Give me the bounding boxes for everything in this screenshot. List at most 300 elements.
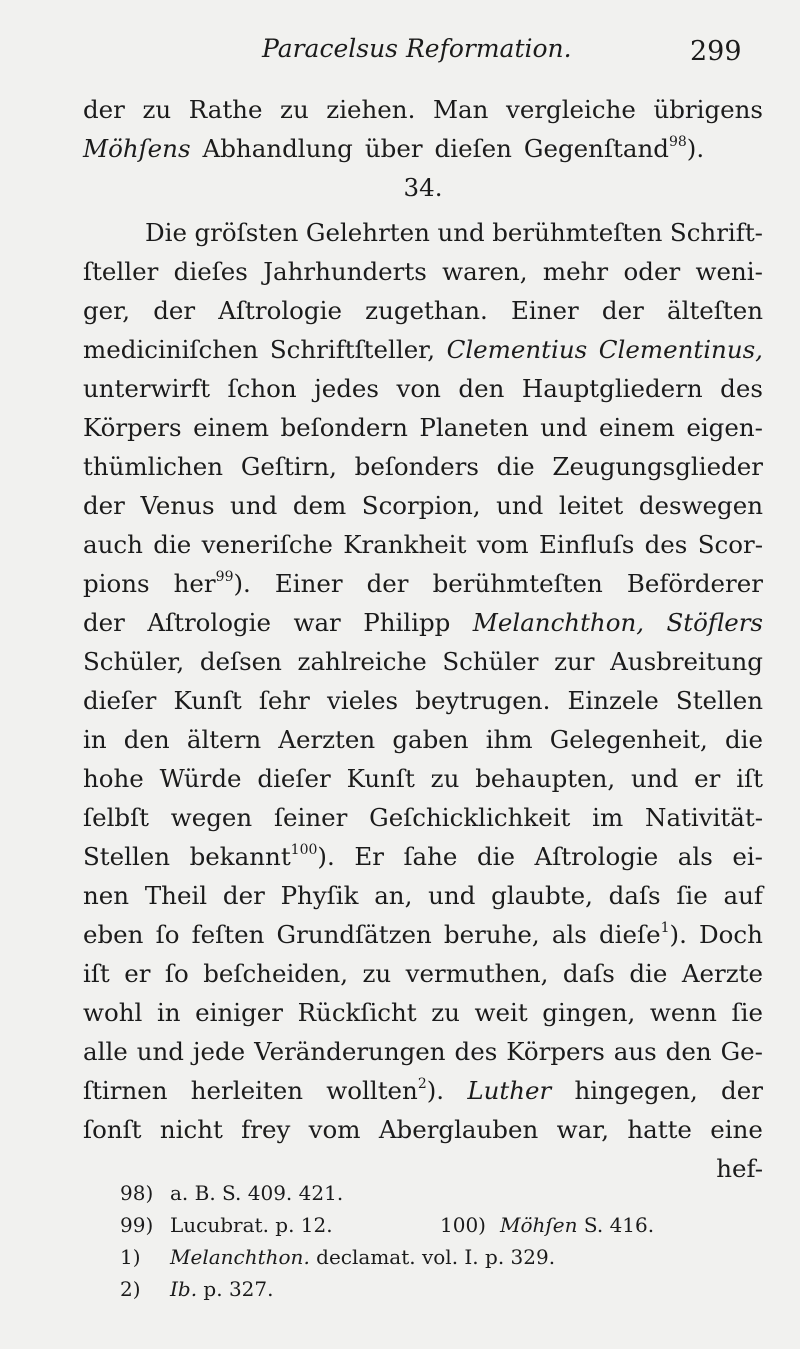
word-group	[404, 168, 443, 207]
word: beytrugen.	[415, 686, 551, 715]
word-group	[477, 837, 515, 876]
word: Planeten	[419, 413, 529, 442]
word: in	[156, 998, 181, 1027]
word: Gelegenheit,	[549, 725, 708, 754]
footnotes	[120, 1177, 720, 1305]
word-group	[293, 486, 346, 525]
word-group	[218, 291, 342, 330]
word-group	[491, 876, 593, 915]
word: Stellen	[675, 686, 763, 715]
word: ſonſt	[83, 1115, 142, 1144]
italic-word: Luther	[467, 1076, 552, 1105]
word-group	[367, 564, 409, 603]
word: ).	[669, 920, 687, 949]
word: dieſer	[83, 686, 157, 715]
word: ſie	[676, 881, 708, 910]
text-line	[83, 330, 763, 369]
word-group	[274, 798, 347, 837]
footnote	[120, 1209, 720, 1241]
word-group	[492, 213, 662, 252]
word: über	[364, 134, 423, 163]
word: der	[83, 95, 125, 124]
word-group	[624, 252, 681, 291]
word: vermuthen,	[405, 959, 549, 988]
word: war	[293, 608, 341, 637]
word-group	[650, 993, 717, 1032]
word: Rathe	[188, 95, 263, 124]
word: Geſtirn,	[240, 452, 337, 481]
word: Kunſt	[173, 686, 242, 715]
word: beruhe,	[443, 920, 540, 949]
word-group	[506, 1032, 605, 1071]
word: einem	[598, 413, 675, 442]
word: mediciniſchen	[83, 335, 259, 364]
footnote-number: 99)	[120, 1213, 154, 1237]
word: Aerzten	[278, 725, 376, 754]
word: zu	[280, 95, 309, 124]
footnote-text	[170, 1177, 343, 1209]
word-group	[145, 876, 207, 915]
word: wollten	[326, 1076, 418, 1105]
text-line	[83, 486, 763, 525]
word-group	[83, 90, 125, 129]
text-line	[83, 252, 763, 291]
word-group	[257, 759, 330, 798]
word-group	[721, 1032, 763, 1071]
word-group	[627, 564, 763, 603]
word-group	[83, 681, 156, 720]
text-line	[83, 642, 763, 681]
word-group	[721, 1071, 763, 1110]
word: Rückſicht	[297, 998, 417, 1027]
word-group	[379, 1110, 538, 1149]
word-group	[557, 1110, 609, 1149]
word: Stellen	[83, 842, 171, 871]
word: zu	[431, 998, 460, 1027]
word-group	[83, 291, 130, 330]
footnote-text	[170, 1241, 555, 1273]
word: an,	[374, 881, 413, 910]
word: Scorpion,	[361, 491, 481, 520]
word-group	[194, 213, 298, 252]
word: Schrift-	[669, 218, 763, 247]
text-line	[83, 798, 763, 837]
word: Philipp	[363, 608, 451, 637]
word: ).	[317, 842, 335, 871]
word: den	[123, 725, 170, 754]
word-group	[506, 90, 636, 129]
footnote-text	[170, 1273, 273, 1305]
word-group	[241, 1110, 290, 1149]
word-group	[467, 1071, 551, 1110]
word: der	[83, 608, 125, 637]
word: die	[496, 452, 535, 481]
word-group	[293, 603, 340, 642]
word-group	[83, 720, 107, 759]
word-group	[192, 915, 265, 954]
footnote-marker: 1	[660, 919, 670, 936]
word: Scor-	[697, 530, 763, 559]
word: dieſe	[599, 920, 661, 949]
text-line	[83, 213, 763, 252]
italic-word: Stöflers	[666, 608, 763, 637]
word-group	[444, 915, 540, 954]
word: hatte	[627, 1115, 692, 1144]
word-group	[83, 369, 210, 408]
word-group	[355, 447, 479, 486]
word-group	[147, 603, 271, 642]
word: pions	[83, 569, 150, 598]
word-group	[670, 213, 763, 252]
word: hef-	[716, 1154, 763, 1183]
word: Schüler	[442, 647, 539, 676]
word-group	[83, 129, 191, 168]
word: Veränderungen	[254, 1037, 446, 1066]
word: zu	[142, 95, 172, 124]
word: beſondern	[280, 413, 408, 442]
word: ſehr	[258, 686, 310, 715]
word-group	[433, 564, 603, 603]
word: ſchon	[227, 374, 297, 403]
word-group	[314, 369, 379, 408]
italic-word: Melanchthon,	[472, 608, 645, 637]
word-group	[511, 291, 579, 330]
word: des	[720, 374, 763, 403]
word: zur	[554, 647, 595, 676]
word: wenn	[649, 998, 717, 1027]
word: thümlichen	[83, 452, 224, 481]
word: ſahe	[403, 842, 458, 871]
word: die	[629, 959, 668, 988]
word: beſonders	[354, 452, 479, 481]
word: Kunſt	[346, 764, 415, 793]
word: Gegenſtand	[523, 134, 669, 163]
word: zu	[430, 764, 460, 793]
word: gaben	[392, 725, 469, 754]
word-group	[83, 642, 184, 681]
word-group	[187, 720, 261, 759]
word-group	[263, 252, 427, 291]
word: der	[366, 569, 409, 598]
word-group	[298, 993, 417, 1032]
word: zu	[362, 959, 392, 988]
word-group	[433, 90, 488, 129]
word: ziehen.	[326, 95, 416, 124]
word-group	[228, 369, 297, 408]
word-group	[645, 798, 763, 837]
word-group	[241, 447, 337, 486]
word-group	[666, 1032, 712, 1071]
word-group	[678, 837, 713, 876]
word-group	[174, 252, 248, 291]
word: und	[136, 1037, 184, 1066]
word: zahlreiche	[297, 647, 427, 676]
word: älteſten	[667, 296, 763, 325]
word-group	[124, 954, 150, 993]
word-group	[156, 915, 180, 954]
word-group	[189, 90, 263, 129]
text-line	[83, 915, 763, 954]
word: Schriftſteller,	[269, 335, 435, 364]
word-group	[627, 1110, 692, 1149]
word-group	[609, 876, 661, 915]
word: übrigens	[653, 95, 763, 124]
word: Er	[354, 842, 384, 871]
word: von	[396, 374, 441, 403]
word-group	[347, 759, 415, 798]
word-group	[435, 129, 512, 168]
word: und	[428, 881, 476, 910]
word-group	[696, 252, 763, 291]
word: gingen,	[542, 998, 636, 1027]
word: Die	[145, 218, 187, 247]
word: mehr	[542, 257, 609, 286]
word: vergleiche	[505, 95, 636, 124]
word-group	[363, 954, 392, 993]
text-line	[83, 408, 763, 447]
word: unterwirft	[83, 374, 211, 403]
word: her	[173, 569, 216, 598]
word: weit	[474, 998, 528, 1027]
word: ger,	[83, 296, 130, 325]
word: eben	[83, 920, 144, 949]
word: die	[153, 530, 192, 559]
word-group	[259, 681, 310, 720]
word-group	[153, 291, 195, 330]
word: p. 327.	[197, 1277, 274, 1301]
word: oder	[623, 257, 681, 286]
word-group	[639, 486, 763, 525]
word-group	[280, 90, 309, 129]
word: Aſtrologie	[534, 842, 659, 871]
text-line	[83, 1110, 763, 1149]
word-group	[142, 90, 171, 129]
text-line	[83, 168, 763, 207]
word-group	[610, 642, 763, 681]
word: declamat. vol. I. p. 329.	[309, 1245, 556, 1269]
word-group	[83, 486, 125, 525]
word-group	[699, 915, 763, 954]
footnote-number: 100)	[440, 1213, 486, 1237]
word-group	[193, 1032, 245, 1071]
word-group	[539, 525, 634, 564]
word-group	[298, 642, 427, 681]
word: daſs	[562, 959, 615, 988]
footnote-number: 98)	[120, 1181, 154, 1205]
word: Lucubrat. p. 12.	[170, 1213, 333, 1237]
word-group	[442, 252, 527, 291]
text-line	[83, 720, 763, 759]
word-group	[193, 408, 269, 447]
word: er	[124, 959, 151, 988]
word-group	[475, 993, 528, 1032]
word-group	[326, 90, 415, 129]
word-group	[254, 1032, 445, 1071]
word: gröſsten	[194, 218, 299, 247]
word-group	[223, 876, 265, 915]
word: deſsen	[199, 647, 282, 676]
word-group	[83, 1032, 128, 1071]
word: Gelehrten	[305, 218, 430, 247]
word: S. 416.	[577, 1213, 655, 1237]
word-group	[431, 759, 460, 798]
footnote-text	[170, 1209, 333, 1241]
text-line	[83, 759, 763, 798]
word-group	[83, 993, 142, 1032]
footnote-marker: 100	[290, 841, 318, 858]
word: jedes	[314, 374, 380, 403]
word: den	[458, 374, 505, 403]
word-group	[406, 954, 549, 993]
word: Nativität-	[645, 803, 763, 832]
word: eigen-	[686, 413, 763, 442]
word-group	[326, 1071, 444, 1110]
word: eine	[710, 1115, 763, 1144]
word: Hauptgliedern	[521, 374, 703, 403]
word-group	[309, 1110, 361, 1149]
footnote-marker: 98	[668, 133, 687, 150]
word: auch	[83, 530, 143, 559]
word-group	[190, 837, 335, 876]
word: behaupten,	[475, 764, 616, 793]
word: ).	[426, 1076, 445, 1105]
text-line	[83, 525, 763, 564]
word-group	[682, 954, 763, 993]
word: Geſchicklichkeit	[369, 803, 571, 832]
word: und	[496, 491, 544, 520]
word-group	[83, 564, 150, 603]
word-group	[554, 642, 594, 681]
text-line	[83, 681, 763, 720]
word-group	[369, 798, 570, 837]
word: dieſes	[173, 257, 248, 286]
word-group	[732, 993, 763, 1032]
italic-word: Clementius	[446, 335, 588, 364]
word: Aberglauben	[378, 1115, 539, 1144]
word: Jahrhunderts	[263, 257, 427, 286]
word-group	[431, 993, 460, 1032]
footnote-number: 1)	[120, 1245, 141, 1269]
word-group	[725, 720, 763, 759]
word-group	[676, 681, 763, 720]
text-line	[83, 447, 763, 486]
text-line	[83, 90, 763, 129]
word-group	[736, 759, 763, 798]
word: die	[724, 725, 763, 754]
word-group	[455, 1032, 498, 1071]
word-group	[195, 993, 283, 1032]
word: der	[222, 881, 265, 910]
word-group	[83, 759, 144, 798]
word-group	[574, 1071, 697, 1110]
word: iſt	[83, 959, 110, 988]
word-group	[486, 720, 533, 759]
word-group	[543, 252, 608, 291]
word-group	[191, 1071, 303, 1110]
italic-word: Möhſens	[83, 134, 191, 163]
word: weni-	[695, 257, 763, 286]
word-group	[275, 564, 343, 603]
footnote	[120, 1241, 720, 1273]
text-line	[83, 291, 763, 330]
word-group	[524, 129, 704, 168]
word-group	[629, 954, 667, 993]
word: ſo	[164, 959, 189, 988]
text-line	[83, 837, 763, 876]
word-group	[568, 681, 659, 720]
word: leitet	[558, 491, 624, 520]
word: hingegen,	[574, 1076, 698, 1105]
word: zugethan.	[365, 296, 488, 325]
word-group	[602, 291, 644, 330]
word-group	[614, 1032, 657, 1071]
word: glaubte,	[491, 881, 593, 910]
word: Aſtrologie	[147, 608, 272, 637]
word-group	[83, 525, 143, 564]
page-number: 299	[690, 36, 742, 67]
word: bekannt	[189, 842, 291, 871]
word-group	[653, 90, 763, 129]
word-group	[599, 330, 763, 369]
word-group	[552, 447, 763, 486]
word-group	[676, 876, 707, 915]
word-group	[83, 330, 258, 369]
text-line	[83, 876, 763, 915]
word: war,	[556, 1115, 610, 1144]
italic-word: Clementinus,	[598, 335, 763, 364]
word-group	[203, 129, 353, 168]
word-group	[277, 915, 432, 954]
word: jede	[192, 1037, 246, 1066]
word: als	[677, 842, 713, 871]
word-group	[447, 330, 588, 369]
word-group	[522, 369, 703, 408]
word: im	[592, 803, 624, 832]
word-group	[362, 486, 481, 525]
word-group	[716, 1149, 763, 1188]
word-group	[666, 603, 763, 642]
footnote	[120, 1177, 720, 1209]
word: Ausbreitung	[610, 647, 763, 676]
word-group	[363, 603, 450, 642]
word: des	[644, 530, 688, 559]
word-group	[327, 681, 398, 720]
word-group	[200, 642, 282, 681]
word-group	[83, 1110, 142, 1149]
word-group	[140, 486, 214, 525]
word-group	[124, 720, 170, 759]
word: ei-	[732, 842, 763, 871]
word-group	[542, 993, 635, 1032]
word-group	[281, 876, 359, 915]
word-group	[157, 993, 181, 1032]
word-group	[83, 408, 182, 447]
word-group	[550, 720, 708, 759]
word: der	[721, 1076, 763, 1105]
word: dieſen	[434, 134, 512, 163]
word: deswegen	[638, 491, 763, 520]
footnote-marker: 2	[417, 1075, 427, 1092]
word: veneriſche	[201, 530, 333, 559]
word: Theil	[144, 881, 208, 910]
word-group	[403, 837, 457, 876]
word-group	[631, 759, 678, 798]
page-header	[0, 34, 800, 74]
word: ſteller	[83, 257, 159, 286]
word: a. B. S. 409. 421.	[170, 1181, 344, 1205]
word: und	[540, 413, 588, 442]
word-group	[497, 447, 535, 486]
